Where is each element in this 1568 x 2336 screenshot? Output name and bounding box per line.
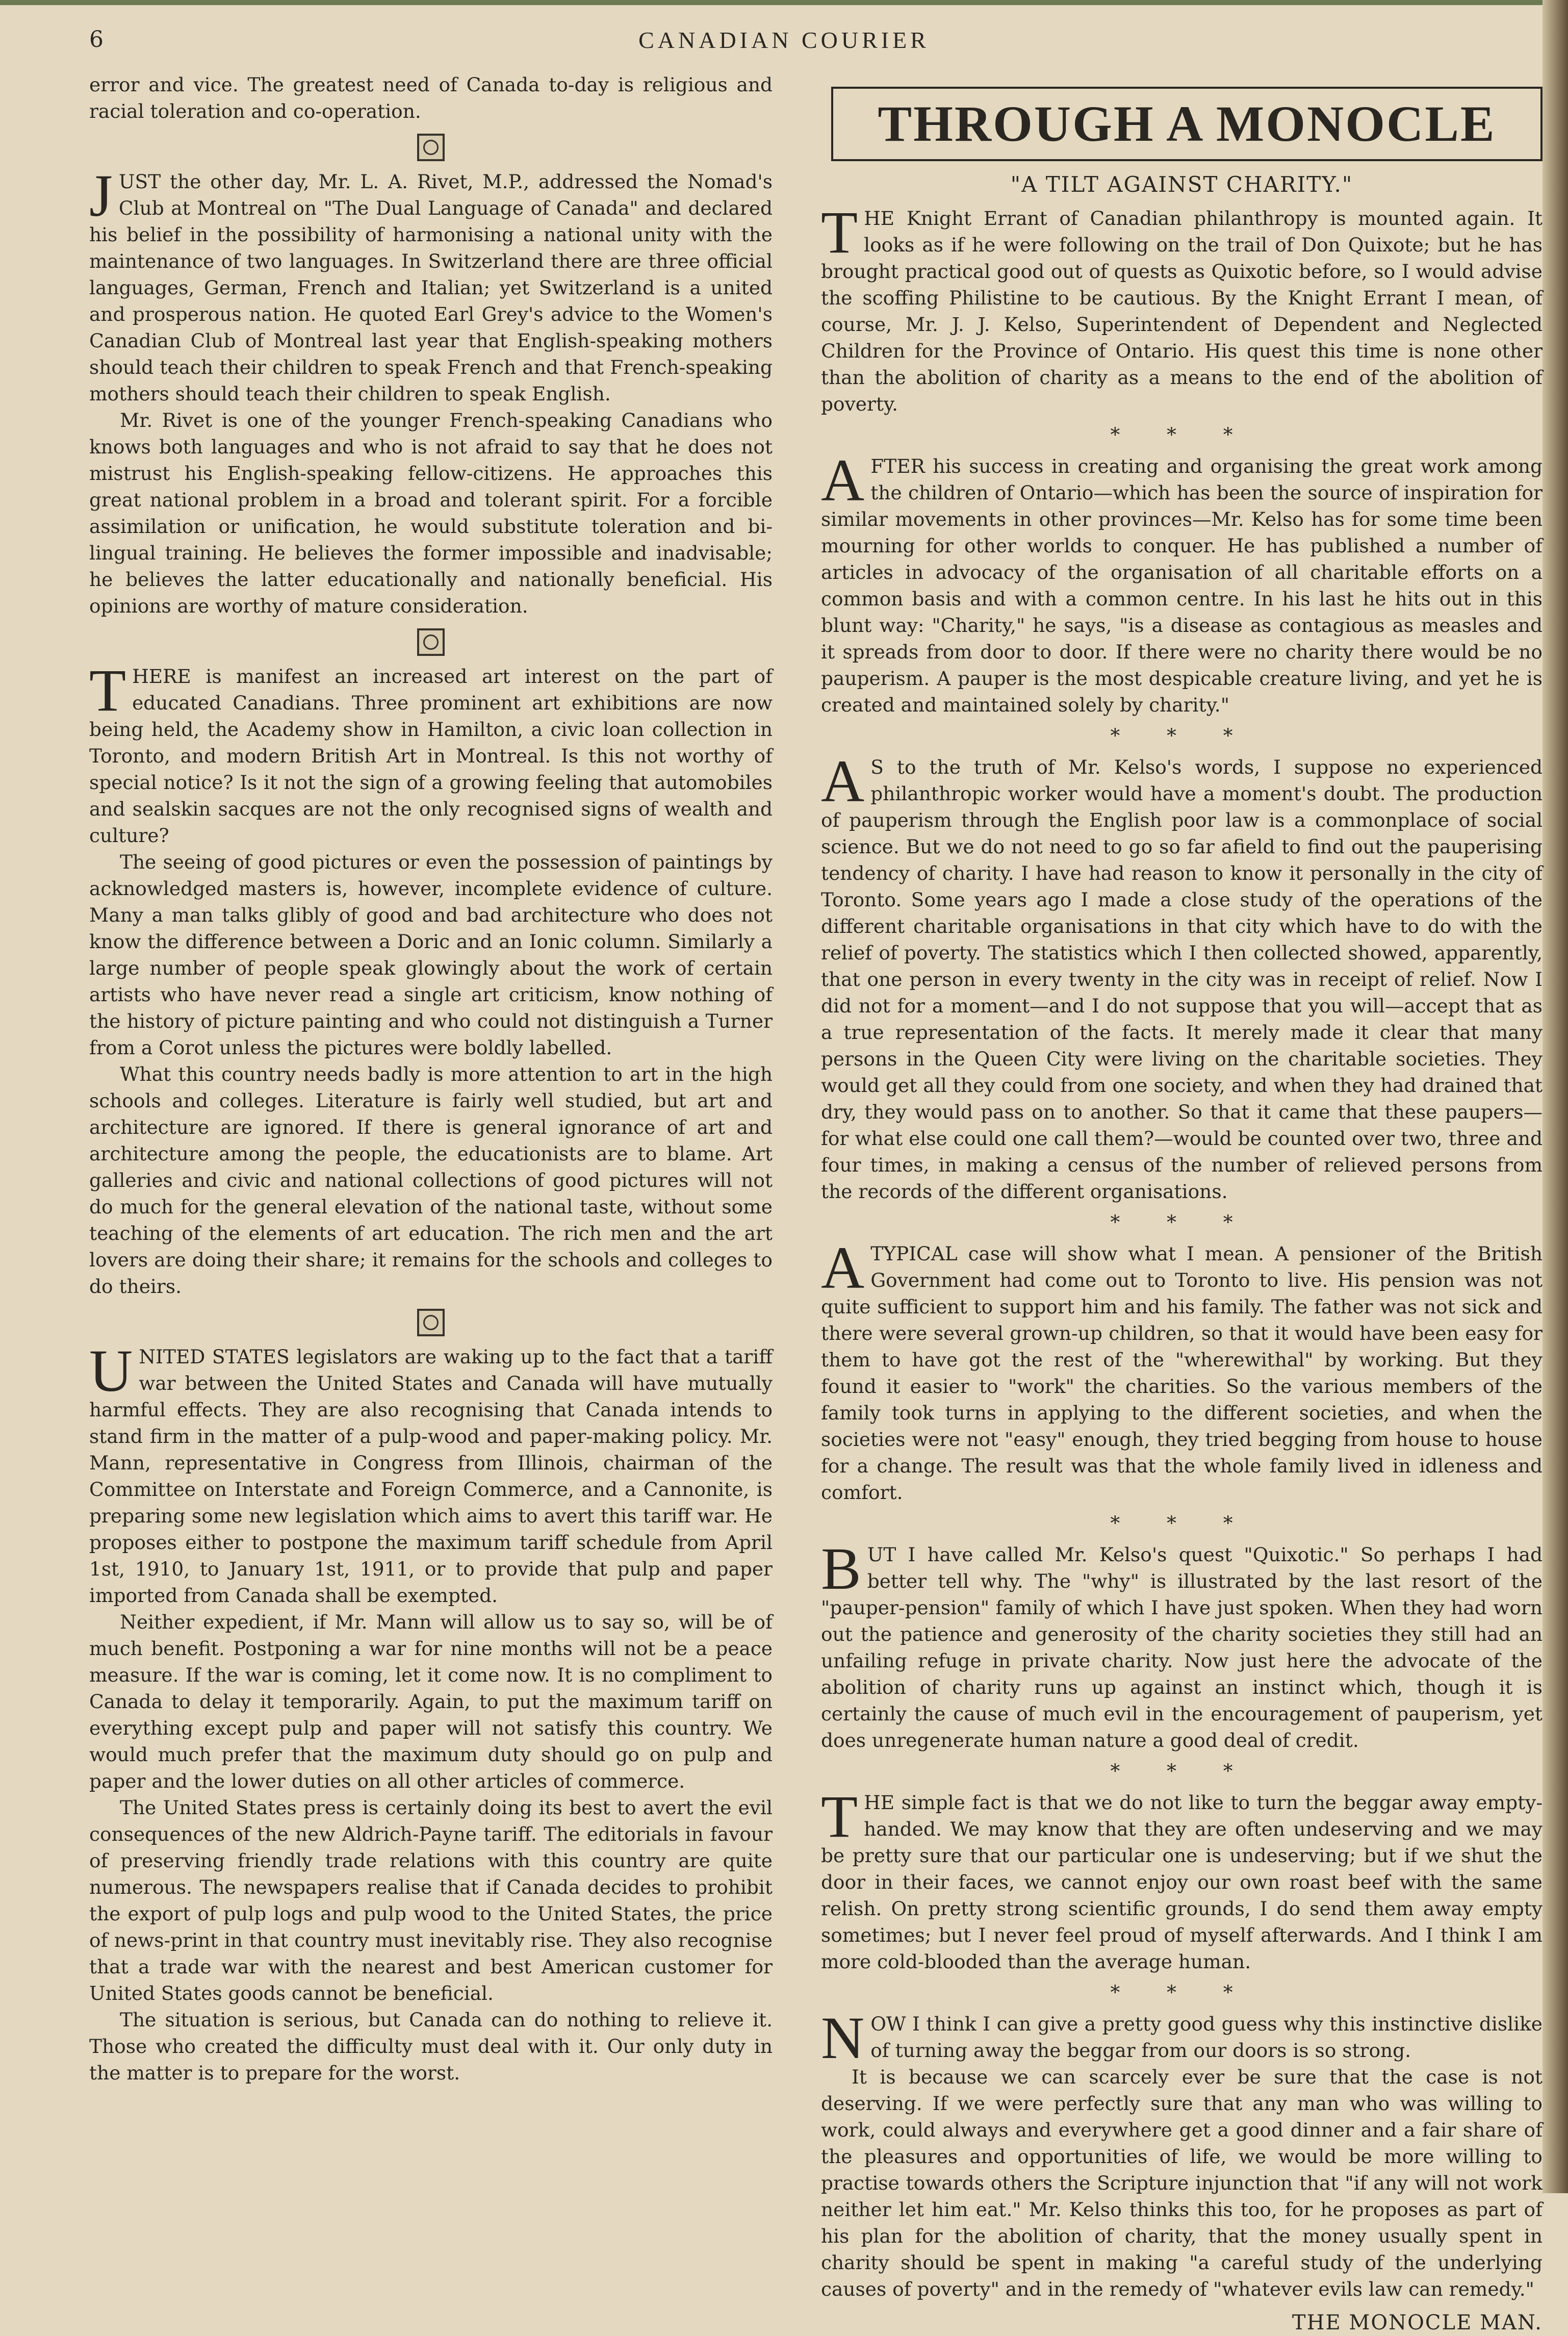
drop-cap: A bbox=[821, 748, 865, 815]
paragraph: HE Knight Errant of Canadian philanthropy is mounted again. It looks as if he were following on the trail of Don Quixote; but he has brought practical good out of quests as Quixotic before, so I would advise the scoffing Philistine to be cautious. By the Knight Errant I mean, of course, Mr. J. J. Kelso, Superintendent of Dependent and Neglected Children for the Province of Ontario. His quest this time is none other than the abolition of charity as a means to the end of the abolition of poverty. bbox=[821, 207, 1543, 415]
page-number: 6 bbox=[89, 27, 104, 53]
paragraph: The United States press is certainly doing its best to avert the evil consequences of the new Aldrich-Payne tariff. The editorials in favour of preserving friendly trade relations with this country are quite numerous. The newspapers realise that if Canada decides to prohibit the export of pulp logs and pulp wood to the United States, the price of news-print in that country must inevitably rise. They also recognise that a trade war with the nearest and best American customer for United States goods cannot be beneficial. bbox=[89, 1796, 773, 2004]
paragraph: Mr. Rivet is one of the younger French-speaking Canadians who knows both languages and who is not afraid to say that he does not mistrust his English-speaking fellow-citizens. He approaches this great national problem in a broad and tolerant spirit. For a forcible assimilation or unification, he would substitute toleration and bi-lingual training. He believes the former impossible and inadvisable; he believes the latter educationally and nationally beneficial. His opinions are worthy of mature consideration. bbox=[89, 409, 773, 617]
drop-cap: B bbox=[821, 1535, 861, 1602]
section-separator: * * * bbox=[1110, 1512, 1253, 1534]
section-separator: * * * bbox=[1110, 724, 1253, 747]
section-separator: * * * bbox=[1110, 1760, 1253, 1782]
paragraph: S to the truth of Mr. Kelso's words, I suppose no experienced philanthropic worker would have a moment's doubt. The production of pauperism through the English poor law is a commonplace of social science. But we do not need to go so far afield to find out the pauperising tendency of charity. I have had reason to know it personally in the city of Toronto. Some years ago I made a close study of the operations of the different charitable organisations in that city which have to do with the relief of poverty. The statistics which I then collected showed, apparently, that one person in every twenty in the city was in receipt of relief. Now I did not for a moment—and I do not suppose that you will—accept that as a true representation of the facts. It merely made it clear that many persons in the Queen City were living on the charitable societies. They would get all they could from one society, and when they had drained that dry, they would pass on to another. So that it came that these paupers—for what else could one call them?—would be counted over two, three and four times, in making a census of the number of relieved persons from the records of the different organisations. bbox=[821, 756, 1543, 1203]
paragraph: UST the other day, Mr. L. A. Rivet, M.P., addressed the Nomad's Club at Montreal on "The Dual Language of Canada" and declared his belief in the possibility of harmonising a national unity with the maintenance of two languages. In Switzerland there are three official languages, German, French and Italian; yet Switzerland is a united and prosperous nation. He quoted Earl Grey's advice to the Women's Canadian Club of Montreal last year that English-speaking mothers should teach their children to speak French and that French-speaking mothers should teach their children to speak English. bbox=[89, 170, 773, 405]
drop-cap: N bbox=[821, 2004, 865, 2071]
paragraph: FTER his success in creating and organising the great work among the children of Ontario—which has been the source of inspiration for similar movements in other provinces—Mr. Kelso has for some time been mourning for other worlds to conquer. He has published a number of articles in advocacy of the organisation of all charitable efforts on a common basis and with a common centre. In his last he hits out in this blunt way: "Charity," he says, "is a disease as contagious as measles and it spreads from door to door. If there were no charity there would be no pauperism. A pauper is the most despicable creature living, and yet he is created and maintained solely by charity." bbox=[821, 455, 1543, 716]
paragraph: The seeing of good pictures or even the possession of paintings by acknowledged masters is, however, incomplete evidence of culture. Many a man talks glibly of good and bad architecture who does not know the difference between a Doric and an Ionic column. Similarly a large number of people speak glowingly about the work of certain artists who have never read a single art criticism, know nothing of the history of picture painting and who could not distinguish a Turner from a Corot unless the pictures were boldly labelled. bbox=[89, 851, 773, 1059]
drop-cap: A bbox=[821, 1234, 865, 1301]
column-masthead: THROUGH A MONOCLE bbox=[831, 87, 1543, 161]
column-subtitle: "A TILT AGAINST CHARITY." bbox=[1010, 172, 1353, 197]
drop-cap: U bbox=[89, 1337, 133, 1404]
drop-cap: T bbox=[821, 199, 858, 266]
author-signature: THE MONOCLE MAN. bbox=[1292, 2311, 1543, 2334]
right-column bbox=[821, 87, 1543, 2336]
drop-cap: J bbox=[89, 162, 113, 229]
section-tariff bbox=[89, 1337, 773, 2086]
monocle-section bbox=[821, 2004, 1543, 2302]
monocle-section bbox=[821, 199, 1543, 417]
monocle-section bbox=[821, 447, 1543, 718]
paragraph: HE simple fact is that we do not like to turn the beggar away empty-handed. We may know that they are often undeserving and we may be pretty sure that our particular one is undeserving; but if we shut the door in their faces, we cannot enjoy our own roast beef with the same relish. On pretty strong scientific grounds, I do send them away empty sometimes; but I never feel proud of myself afterwards. And I think I am more cold-blooded than the average human. bbox=[821, 1791, 1543, 1973]
paragraph: OW I think I can give a pretty good guess why this instinctive dislike of turning away the beggar from our doors is so strong. bbox=[870, 2013, 1543, 2062]
monocle-section bbox=[821, 1783, 1543, 1975]
section-ornament-icon bbox=[417, 1309, 445, 1336]
section-art bbox=[89, 657, 773, 1300]
paragraph: UT I have called Mr. Kelso's quest "Quixotic." So perhaps I had better tell why. The "why" is illustrated by the last resort of the "pauper-pension" family of which I have just spoken. When they had worn out the patience and generosity of the charity societies they still had an unfailing refuge in private charity. Now just here the advocate of the abolition of charity runs up against an instinct which, though it is certainly the cause of much evil in the encouragement of pauperism, yet does unregenerate human nature a good deal of credit. bbox=[821, 1543, 1543, 1751]
monocle-section bbox=[821, 1535, 1543, 1754]
section-ornament-icon bbox=[417, 628, 445, 656]
section-rivet bbox=[89, 162, 773, 619]
section-ornament-icon bbox=[417, 134, 445, 161]
section-separator: * * * bbox=[1110, 1981, 1253, 2003]
paragraph: NITED STATES legislators are waking up to the fact that a tariff war between the United States and Canada will have mutually harmful effects. They are also recognising that Canada intends to stand firm in the matter of a pulp-wood and paper-making policy. Mr. Mann, representative in Congress from Illinois, chairman of the Committee on Interstate and Foreign Commerce, and a Cannonite, is preparing some new legislation which aims to avert this tariff war. He proposes either to postpone the maximum tariff schedule from April 1st, 1910, to January 1st, 1911, or to provide that pulp and paper imported from Canada shall be exempted. bbox=[89, 1345, 773, 1607]
page-binding-edge bbox=[1543, 0, 1568, 2193]
paragraph: It is because we can scarcely ever be sure that the case is not deserving. If we were perfectly sure that any man who was willing to work, could always and everywhere get a good dinner and a fair share of the pleasures and opportunities of life, we would be more willing to practise towards others the Scripture injunction that "if any will not work neither let him eat." Mr. Kelso thinks this too, for he proposes as part of his plan for the abolition of charity, that the money usually spent in charity should be spent in making "a careful study of the underlying causes of poverty" and in the remedy of "whatever evils law can remedy." bbox=[821, 2066, 1543, 2300]
monocle-section bbox=[821, 1234, 1543, 1506]
paragraph: TYPICAL case will show what I mean. A pensioner of the British Government had come out to Toronto to live. His pension was not quite sufficient to support him and his family. The father was not sick and there were several grown-up children, so that it would have been easy for them to have got the rest of the "wherewithal" by working. But they found it easier to "work" the charities. So the various members of the family took turns in applying to the different societies, and when the societies were not "easy" enough, they tried begging from house to house for a change. The result was that the whole family lived in idleness and comfort. bbox=[821, 1242, 1543, 1504]
drop-cap: T bbox=[821, 1783, 858, 1850]
drop-cap: A bbox=[821, 447, 865, 514]
paragraph: What this country needs badly is more attention to art in the high schools and colleges. Literature is fairly well studied, but art and architecture are ignored. If there is general ignorance of art and architecture among the people, the educationists are to blame. Art galleries and civic and national collections of good pictures will not do much for the general elevation of the national taste, without some teaching of the elements of art education. The rich men and the art lovers are doing their share; it remains for the schools and colleges to do theirs. bbox=[89, 1063, 773, 1298]
left-column bbox=[89, 71, 773, 2086]
intro-paragraph: error and vice. The greatest need of Canada to-day is religious and racial toleration and co-operation. bbox=[89, 73, 773, 122]
section-separator: * * * bbox=[1110, 1211, 1253, 1233]
page-top-edge bbox=[0, 0, 1568, 5]
drop-cap: T bbox=[89, 657, 126, 724]
monocle-section bbox=[821, 748, 1543, 1205]
paragraph: The situation is serious, but Canada can do nothing to relieve it. Those who created the difficulty must deal with it. Our only duty in the matter is to prepare for the worst. bbox=[89, 2009, 773, 2084]
running-head: CANADIAN COURIER bbox=[638, 27, 930, 53]
paragraph: Neither expedient, if Mr. Mann will allow us to say so, will be of much benefit. Postponing a war for nine months will not be a peace measure. If the war is coming, let it come now. It is no compliment to Canada to delay it temporarily. Again, to put the maximum tariff on everything except pulp and paper will not satisfy this country. We would much prefer that the maximum duty should go on pulp and paper and the lower duties on all other articles of commerce. bbox=[89, 1611, 773, 1792]
paragraph: HERE is manifest an increased art interest on the part of educated Canadians. Three prominent art exhibitions are now being held, the Academy show in Hamilton, a civic loan collection in Toronto, and modern British Art in Montreal. Is this not worthy of special notice? Is it not the sign of a growing feeling that automobiles and sealskin sacques are not the only recognised signs of wealth and culture? bbox=[89, 665, 773, 847]
section-separator: * * * bbox=[1110, 423, 1253, 446]
